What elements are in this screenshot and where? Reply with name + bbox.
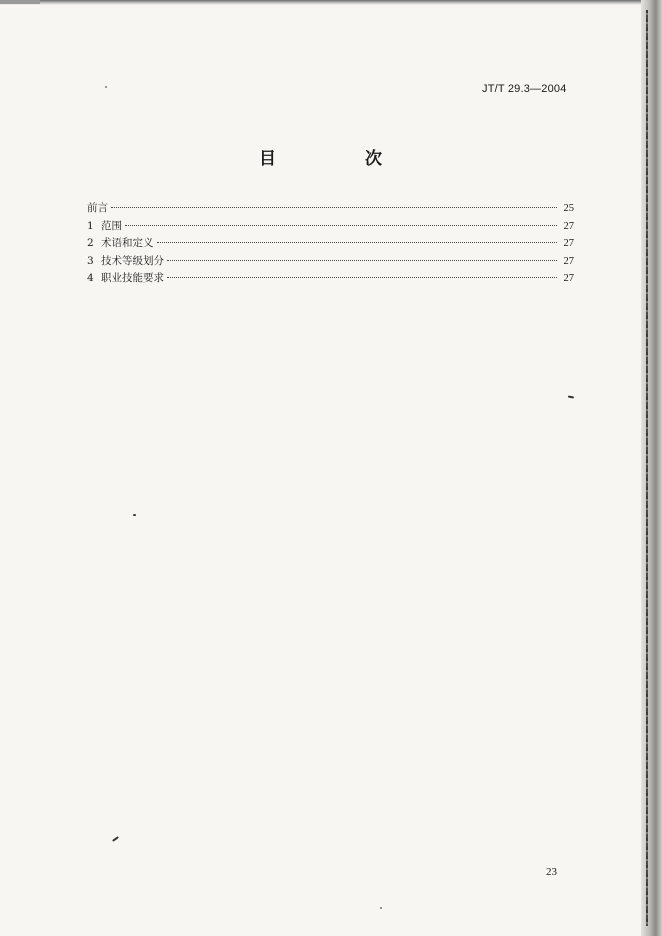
toc-entry-scope[interactable] bbox=[87, 218, 574, 236]
toc-entry-label: 技术等级划分 bbox=[101, 254, 164, 267]
scan-speck bbox=[105, 86, 107, 88]
toc-entry-grades[interactable] bbox=[87, 253, 574, 271]
toc-dot-leader bbox=[125, 225, 557, 226]
scan-speck bbox=[133, 514, 136, 516]
scan-speck bbox=[380, 907, 382, 909]
toc-dot-leader bbox=[167, 260, 557, 261]
toc-entry-number: 1 bbox=[87, 219, 94, 232]
toc-entry-page: 27 bbox=[563, 273, 574, 285]
toc-entry-label: 范围 bbox=[101, 219, 122, 232]
toc-entry-skills[interactable] bbox=[87, 270, 574, 288]
toc-entry-label: 术语和定义 bbox=[101, 237, 154, 250]
toc-entry-number: 2 bbox=[87, 237, 94, 250]
toc-dot-leader bbox=[111, 207, 557, 208]
toc-entry-label: 职业技能要求 bbox=[101, 272, 164, 285]
toc-entry-page: 27 bbox=[563, 238, 574, 250]
toc-entry-number: 3 bbox=[87, 254, 94, 267]
toc-entry-page: 27 bbox=[563, 220, 574, 232]
page-number: 23 bbox=[546, 866, 557, 878]
toc-dot-leader bbox=[167, 277, 557, 278]
toc-entry-page: 27 bbox=[563, 255, 574, 267]
scan-top-edge-mark bbox=[0, 0, 40, 4]
scan-binding-edge bbox=[646, 10, 648, 926]
toc-entry-preface[interactable] bbox=[87, 200, 574, 218]
toc-entry-terms[interactable] bbox=[87, 235, 574, 253]
scan-speck bbox=[112, 836, 119, 842]
scan-binding-shadow bbox=[641, 0, 662, 936]
toc-entry-label: 前言 bbox=[87, 202, 108, 214]
toc-entry-number: 4 bbox=[87, 272, 94, 285]
toc-entry-page: 25 bbox=[563, 203, 574, 214]
scan-speck bbox=[568, 395, 574, 398]
table-of-contents bbox=[87, 200, 574, 288]
scan-top-edge bbox=[0, 0, 662, 5]
toc-dot-leader bbox=[157, 242, 558, 243]
standard-code: JT/T 29.3—2004 bbox=[482, 83, 567, 95]
page-title: 目 次 bbox=[259, 149, 418, 169]
